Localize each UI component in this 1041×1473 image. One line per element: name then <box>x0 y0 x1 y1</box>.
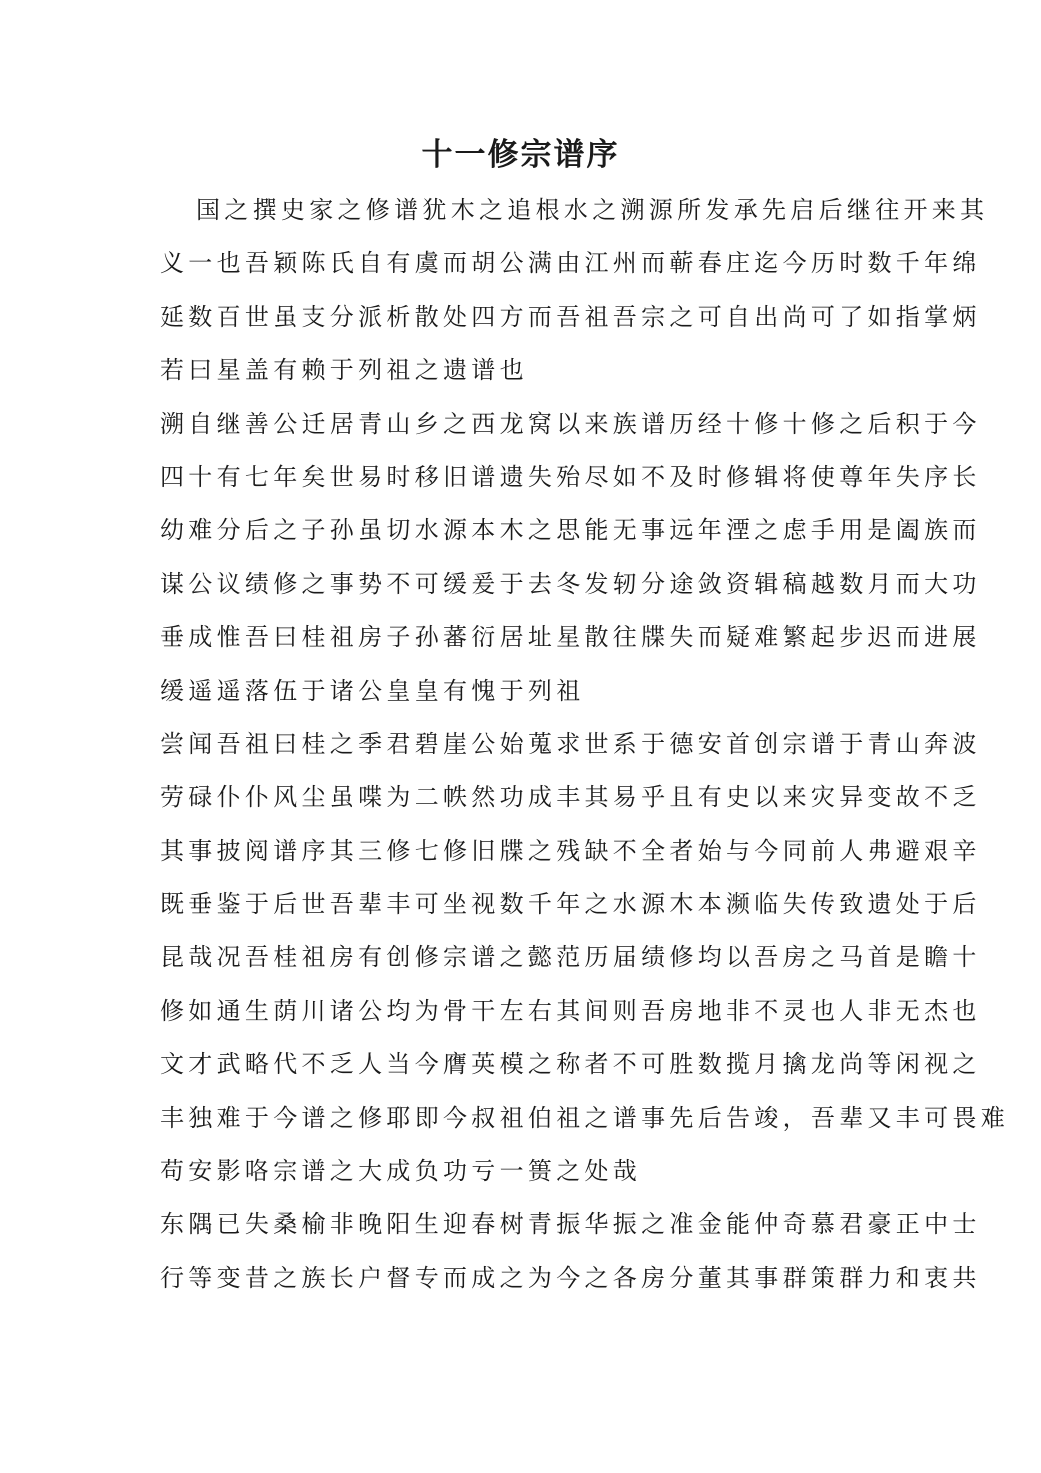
text-line: 溯自继善公迁居青山乡之西龙窝以来族谱历经十修十修之后积于今 <box>160 409 981 438</box>
text-line: 苟安影咯宗谱之大成负功亏一篑之处哉 <box>160 1157 642 1186</box>
text-line: 垂成惟吾曰桂祖房子孙蕃衍居址星散往牒失而疑难繁起步迟而进展 <box>160 623 981 652</box>
text-line: 修如通生荫川诸公均为骨干左右其间则吾房地非不灵也人非无杰也 <box>160 996 981 1025</box>
text-line: 四十有七年矣世易时移旧谱遗失殆尽如不及时修辑将使尊年失序长 <box>160 462 981 491</box>
text-line: 尝闻吾祖曰桂之季君碧崖公始蒐求世系于德安首创宗谱于青山奔波 <box>160 729 981 758</box>
text-line: 延数百世虽支分派析散处四方而吾祖吾宗之可自出尚可了如指掌炳 <box>160 302 981 331</box>
text-line: 缓遥遥落伍于诸公皇皇有愧于列祖 <box>160 676 585 705</box>
text-line: 东隅已失桑榆非晚阳生迎春树青振华振之准金能仲奇慕君豪正中士 <box>160 1210 981 1239</box>
text-line: 谋公议绩修之事势不可缓爰于去冬发轫分途敛资辑稿越数月而大功 <box>160 569 981 598</box>
text-line: 若曰星盖有赖于列祖之遗谱也 <box>160 356 528 385</box>
text-line: 文才武略代不乏人当今膺英模之称者不可胜数揽月擒龙尚等闲视之 <box>160 1050 981 1079</box>
text-line: 昆哉况吾桂祖房有创修宗谱之懿范历届绩修均以吾房之马首是瞻十 <box>160 943 981 972</box>
text-line: 丰独难于今谱之修耶即今叔祖伯祖之谱事先后告竣，吾辈又丰可畏难 <box>160 1103 1009 1132</box>
text-line: 劳碌仆仆风尘虽喋为二帙然功成丰其易乎且有史以来灾异变故不乏 <box>160 783 981 812</box>
document-body <box>160 184 1009 1305</box>
text-line: 既垂鉴于后世吾辈丰可坐视数千年之水源木本濒临失传致遗处于后 <box>160 890 981 919</box>
text-line: 幼难分后之子孙虽切水源本木之思能无事远年湮之虑手用是阖族而 <box>160 516 981 545</box>
document-title: 十一修宗谱序 <box>421 137 620 173</box>
text-line: 其事披阅谱序其三修七修旧牒之残缺不全者始与今同前人弗避艰辛 <box>160 836 981 865</box>
text-line: 国之撰史家之修谱犹木之追根水之溯源所发承先启后继往开来其 <box>196 196 989 224</box>
text-line: 义一也吾颖陈氏自有虞而胡公满由江州而蕲春庄迄今历时数千年绵 <box>160 249 981 278</box>
text-line: 行等变昔之族长户督专而成之为今之各房分董其事群策群力和衷共 <box>160 1263 981 1292</box>
